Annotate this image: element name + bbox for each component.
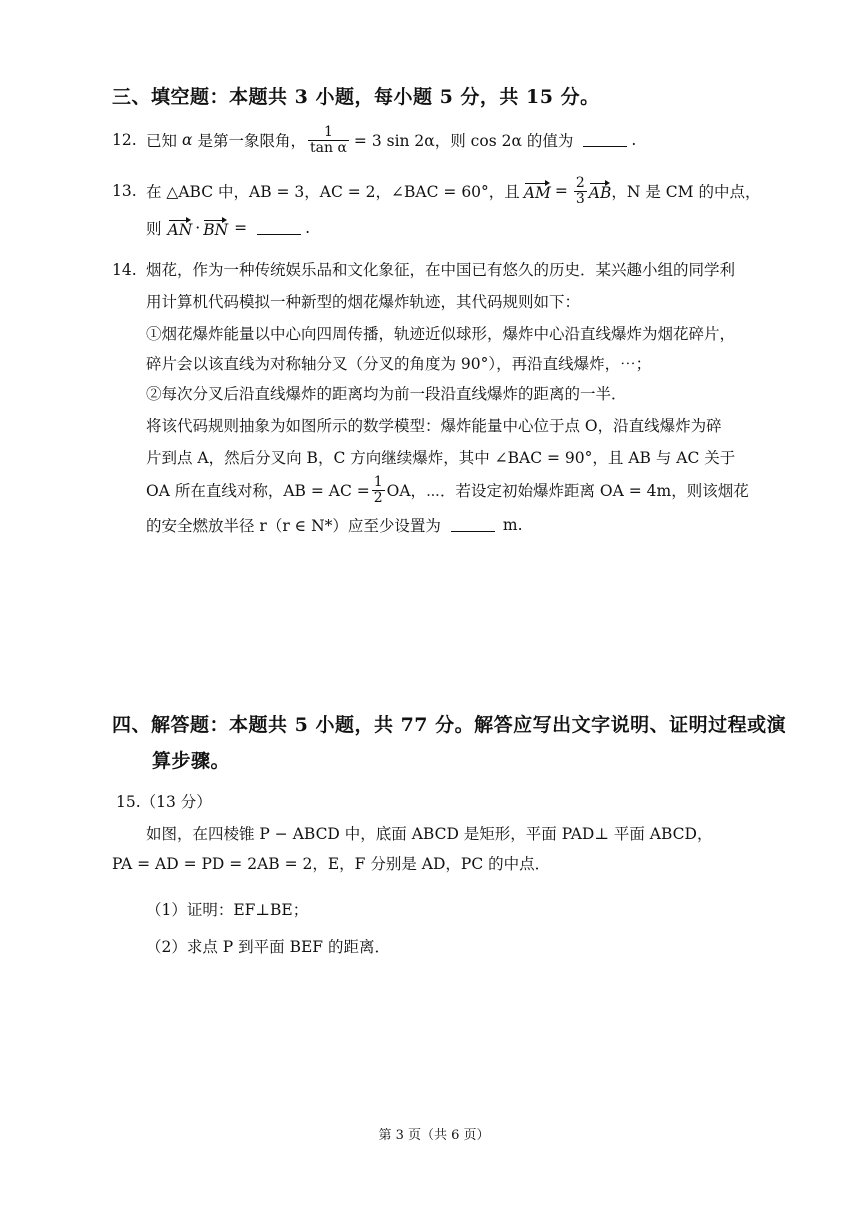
q14-text-line-7: 片到点 A，然后分叉向 B，C 方向继续爆炸，其中 ∠BAC = 90°，且 AB 与 AC 关于 xyxy=(146,449,736,467)
section-4-title-line-2: 算步骤。 xyxy=(152,750,231,772)
q13-text-2: ，N 是 CM 的中点， xyxy=(611,183,761,201)
q13-fraction-numerator: 2 xyxy=(575,174,585,191)
q12-fraction xyxy=(308,125,349,155)
q12-text-3: = 3 sin 2α，则 cos 2α 的值为 xyxy=(353,132,574,150)
q13-answer-blank[interactable] xyxy=(257,222,301,235)
q14-text-line-9b: m. xyxy=(502,516,523,534)
q13-text-5: . xyxy=(305,219,311,237)
q14-text-line-9a: 的安全燃放半径 r（r ∈ N*）应至少设置为 xyxy=(146,517,441,535)
q14-text-line-8b: OA，⋯．若设定初始爆炸距离 OA = 4m，则该烟花 xyxy=(386,482,749,500)
q14-text-line-9 xyxy=(146,514,523,536)
section-3-title: 三、填空题：本题共 3 小题，每小题 5 分，共 15 分。 xyxy=(112,86,600,108)
q14-text-line-3: ①烟花爆炸能量以中心向四周传播，轨迹近似球形，爆炸中心沿直线爆炸为烟花碎片， xyxy=(146,325,736,343)
q15-subquestion-1: （1）证明：EF⊥BE； xyxy=(146,901,309,919)
q14-text-line-5: ②每次分叉后沿直线爆炸的距离均为前一段沿直线爆炸的距离的一半． xyxy=(146,385,627,403)
q13-text-4: = xyxy=(234,219,248,237)
q12-fraction-denominator: tan α xyxy=(310,139,347,156)
q15-text-line-1: 如图，在四棱锥 P − ABCD 中，底面 ABCD 是矩形，平面 PAD⊥ 平面 ABCD， xyxy=(146,825,713,843)
q14-answer-blank[interactable] xyxy=(451,519,495,532)
q13-vector-bn: BN xyxy=(203,217,228,239)
page-footer: 第 3 页（共 6 页） xyxy=(378,1128,490,1143)
q12-text-1: 已知 xyxy=(146,132,178,150)
question-13-line-2 xyxy=(146,214,310,242)
q14-text-line-8 xyxy=(146,470,749,510)
question-14-line-1 xyxy=(112,258,735,280)
question-12-number: 12. xyxy=(112,131,137,149)
q12-fraction-numerator: 1 xyxy=(323,123,333,140)
section-4-title-line-1: 四、解答题：本题共 5 小题，共 77 分。解答应写出文字说明、证明过程或演 xyxy=(112,714,787,736)
q12-answer-blank[interactable] xyxy=(583,134,627,147)
q13-equals: = xyxy=(554,182,568,200)
q15-text-line-2: PA = AD = PD = 2AB = 2，E，F 分别是 AD，PC 的中点． xyxy=(112,855,551,873)
q14-text-line-6: 将该代码规则抽象为如图所示的数学模型：爆炸能量中心位于点 O，沿直线爆炸为碎 xyxy=(146,417,722,435)
q12-text-2: 是第一象限角， xyxy=(197,132,306,150)
q13-fraction-denominator: 3 xyxy=(575,190,585,207)
q12-alpha: α xyxy=(182,131,193,149)
q13-text-1: 在 △ABC 中，AB = 3，AC = 2，∠BAC = 60°，且 xyxy=(146,183,520,201)
question-13-number: 13. xyxy=(112,182,137,200)
q14-fraction xyxy=(372,475,385,505)
q14-text-line-1: 烟花，作为一种传统娱乐品和文化象征，在中国已有悠久的历史．某兴趣小组的同学利 xyxy=(146,261,736,279)
q15-subquestion-2: （2）求点 P 到平面 BEF 的距离． xyxy=(146,938,390,956)
q13-dot: · xyxy=(195,219,201,237)
q13-vector-an: AN xyxy=(168,217,193,239)
q14-fraction-denominator: 2 xyxy=(373,489,383,506)
q14-text-line-2: 用计算机代码模拟一种新型的烟花爆炸轨迹，其代码规则如下： xyxy=(146,293,581,311)
question-15-header: 15.（13 分） xyxy=(116,793,212,811)
question-14-number: 14. xyxy=(112,261,137,279)
q14-text-line-4: 碎片会以该直线为对称轴分叉（分叉的角度为 90°），再沿直线爆炸，⋯； xyxy=(146,355,652,373)
question-12 xyxy=(112,120,636,160)
q13-fraction xyxy=(574,176,587,206)
q14-fraction-numerator: 1 xyxy=(373,473,383,490)
q13-vector-ab: AB xyxy=(589,180,612,202)
q13-vector-am: AM xyxy=(524,180,551,202)
q14-text-line-8a: OA 所在直线对称，AB = AC = xyxy=(146,482,370,500)
q13-text-3: 则 xyxy=(146,220,162,238)
q12-text-4: . xyxy=(631,131,637,149)
question-13 xyxy=(112,170,760,212)
